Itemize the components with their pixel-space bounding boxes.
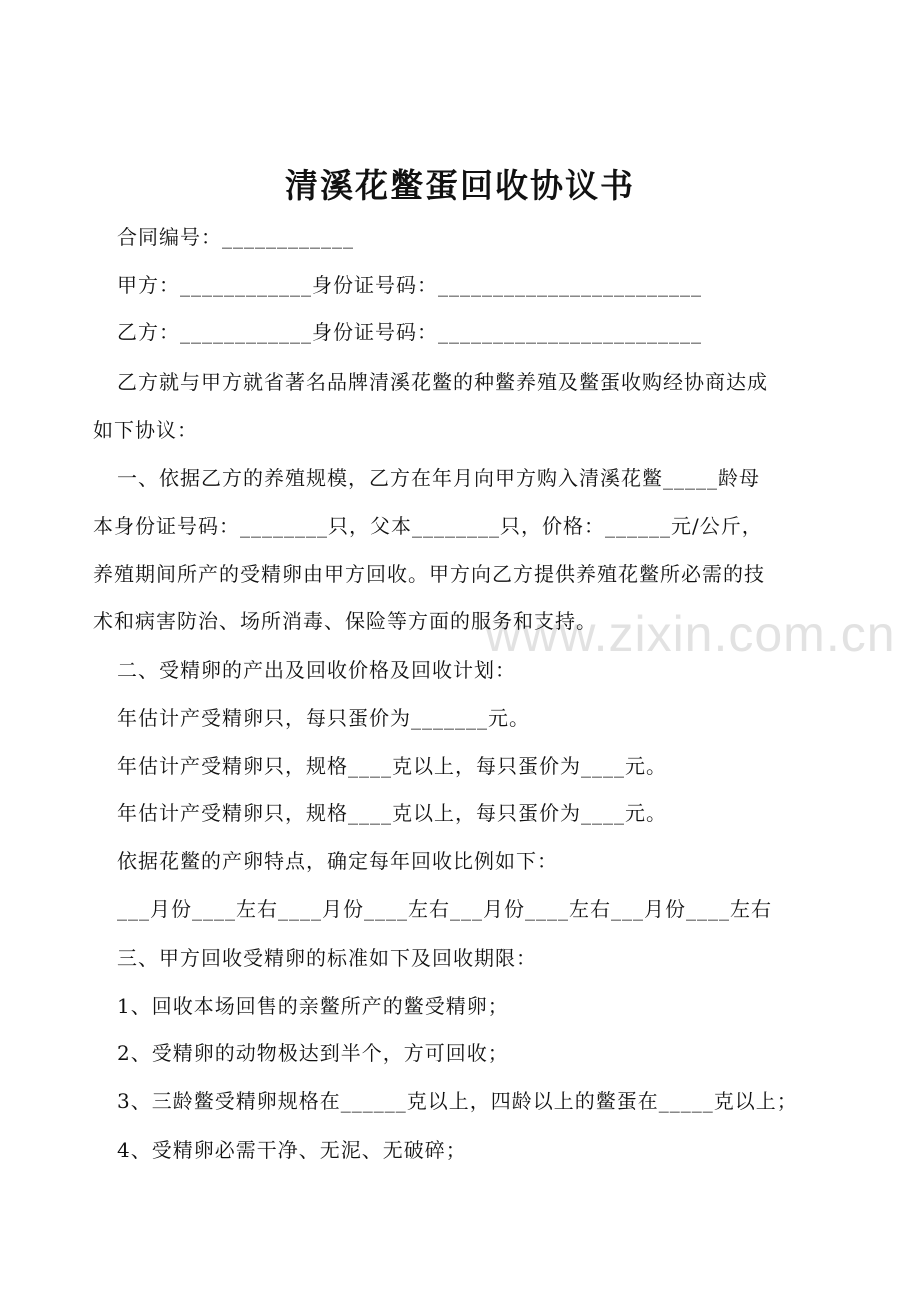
preamble-line-2: 如下协议： (93, 418, 198, 442)
clause-3-item-3: 3、三龄鳖受精卵规格在______克以上，四龄以上的鳖蛋在_____克以上； (117, 1089, 798, 1113)
clause-3-item-2: 2、受精卵的动物极达到半个，方可回收； (117, 1041, 509, 1065)
party-b-line: 乙方：____________身份证号码：________________________ (117, 320, 702, 344)
clause-2-item-3: 年估计产受精卵只，规格____克以上，每只蛋价为____元。 (117, 801, 667, 825)
clause-1-line-3: 养殖期间所产的受精卵由甲方回收。甲方向乙方提供养殖花鳖所必需的技 (93, 562, 765, 586)
clause-3-item-4: 4、受精卵必需干净、无泥、无破碎； (117, 1138, 467, 1162)
clause-2-ratio-blanks: ___月份____左右____月份____左右___月份____左右___月份____左右 (117, 897, 772, 921)
clause-1-line-4: 术和病害防治、场所消毒、保险等方面的服务和支持。 (93, 609, 597, 633)
preamble-line-1: 乙方就与甲方就省著名品牌清溪花鳖的种鳖养殖及鳖蛋收购经协商达成 (117, 370, 768, 394)
clause-3-item-1: 1、回收本场回售的亲鳖所产的鳖受精卵； (117, 994, 509, 1018)
contract-number-line: 合同编号：____________ (117, 225, 354, 249)
document-title: 清溪花鳖蛋回收协议书 (285, 166, 635, 205)
clause-2-item-1: 年估计产受精卵只，每只蛋价为_______元。 (117, 706, 530, 730)
clause-2-item-2: 年估计产受精卵只，规格____克以上，每只蛋价为____元。 (117, 754, 667, 778)
clause-3-heading: 三、甲方回收受精卵的标准如下及回收期限： (117, 946, 537, 970)
clause-1-line-1: 一、依据乙方的养殖规模，乙方在年月向甲方购入清溪花鳖_____龄母 (117, 466, 760, 490)
watermark: www.zixin.com.cn (485, 606, 896, 662)
clause-2-heading: 二、受精卵的产出及回收价格及回收计划： (117, 658, 516, 682)
clause-2-ratio-intro: 依据花鳖的产卵特点，确定每年回收比例如下： (117, 849, 558, 873)
party-a-line: 甲方：____________身份证号码：________________________ (117, 273, 702, 297)
clause-1-line-2: 本身份证号码：________只，父本________只，价格：______元/公斤， (93, 514, 763, 538)
